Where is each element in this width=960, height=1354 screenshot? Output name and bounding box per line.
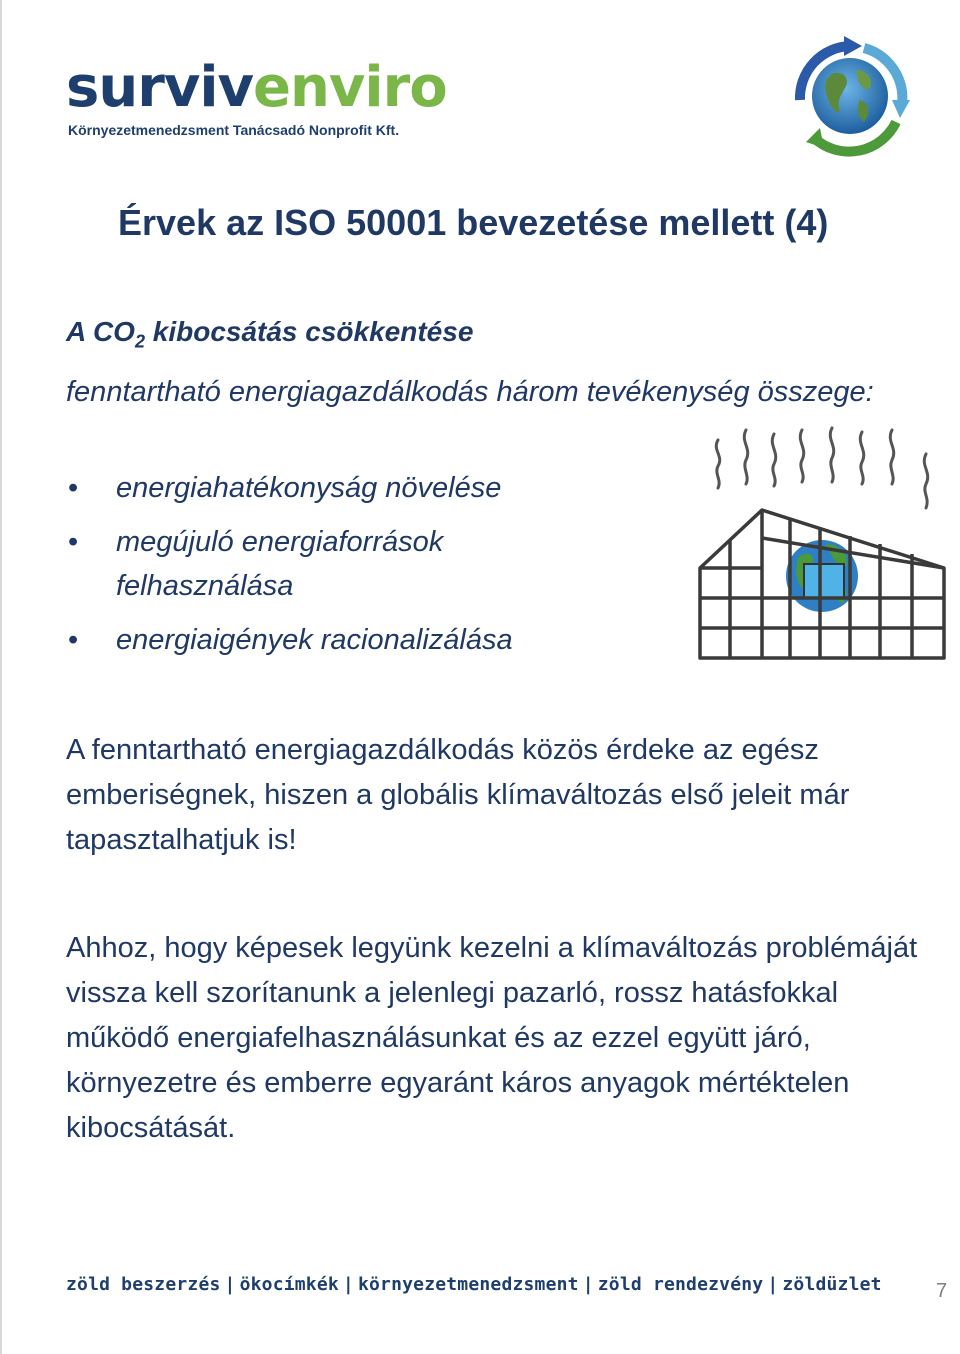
footer-separator: | [767,1274,779,1295]
list-item-text: energiahatékonyság növelése [116,472,502,504]
paragraph: A fenntartható energiagazdálkodás közös érdeke az egész emberiségnek, hiszen a globális klímaváltozás első jeleit már tapasztalhatjuk is! [66,734,850,856]
section-heading [66,316,473,353]
bullet-icon: • [68,624,79,656]
logo-wordmark [66,56,447,120]
section-intro: fenntartható energiagazdálkodás három tevékenység összege: [66,376,874,408]
greenhouse-earth-illustration [690,418,952,668]
section-heading-pre: A CO [66,316,135,347]
footer-link-green-procurement[interactable]: zöld beszerzés [66,1274,221,1295]
footer-nav [66,1274,896,1295]
company-logo [66,55,447,146]
paragraph: Ahhoz, hogy képesek legyünk kezelni a klímaváltozás problémáját vissza kell szorítanunk a jelenlegi pazarló, rossz hatásfokkal működő energiafelhasználásunkat és az ezzel együtt járó, környezetre és emberre egyaránt káros anyagok mértéktelen kibocsátását. [66,932,918,1144]
list-item [66,618,626,662]
section-heading-post: kibocsátás csökkentése [144,316,474,347]
list-item [66,520,626,608]
footer-link-green-events[interactable]: zöld rendezvény [597,1274,764,1295]
footer-separator: | [224,1274,236,1295]
footer-separator: | [342,1274,354,1295]
footer-link-env-management[interactable]: környezetmenedzsment [357,1274,579,1295]
footer-link-ecolabels[interactable]: ökocímkék [239,1274,339,1295]
footer-separator: | [582,1274,594,1295]
activity-list [66,466,626,672]
page-title: Érvek az ISO 50001 bevezetése mellett (4) [118,202,829,243]
page-left-border [0,0,2,1354]
section-heading-subscript: 2 [134,331,145,352]
recycling-globe-icon [780,30,920,162]
list-item-text: megújuló energiaforrások felhasználása [116,526,444,602]
bullet-icon: • [68,526,79,558]
page-number: 7 [936,1280,948,1302]
footer-link-green-business[interactable]: zöldüzlet [782,1274,882,1295]
list-item-text: energiaigények racionalizálása [116,624,513,656]
logo-tagline: Környezetmenedzsment Tanácsadó Nonprofit Kft. [68,122,400,138]
logo-wordmark-part-a: surviv [66,55,254,120]
logo-wordmark-part-b: enviro [253,55,447,120]
bullet-icon: • [68,472,79,504]
list-item [66,466,626,510]
